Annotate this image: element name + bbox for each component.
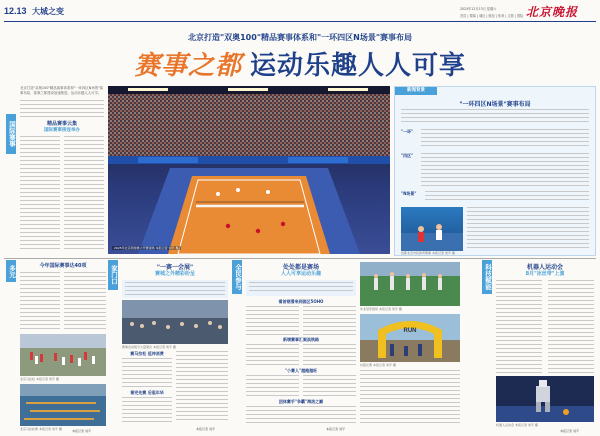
section2-tag-scenes: "N场景" [401,191,417,196]
news-background-label: 新闻背景 [395,87,437,95]
col1-text-b [64,272,106,332]
section1-text-a [20,136,60,252]
section-name: 大城之变 [32,7,64,16]
col2-subhead1: 赛马拉松 延伸消费 [130,351,164,356]
col3-text-g [246,406,356,424]
col2-text-b [122,397,172,423]
col3-text-b [303,306,356,336]
col1-photo1-caption: 北京马拉松 本报记者 刘平 摄 [20,377,59,381]
header-rule [4,21,596,22]
col3-text-f [303,375,356,397]
main-photo-caption: 2025年北京网球赛公开赛现场 本报记者 刘平 摄 [114,246,179,250]
headline-title-part2: 运动乐趣人人可享 [250,51,467,81]
col2-photo [122,300,228,344]
marathon-illustration [20,334,106,376]
stadium-illustration [108,86,390,254]
col3-author: 本报记者 刘平 [326,427,345,431]
col2-subhead2: 看完先赛 后逛年华 [130,390,164,395]
section2-text-scenes [425,191,589,203]
news-background-box [394,86,596,256]
col4-author: 本报记者 刘平 [560,429,579,433]
col4-photo-caption: 机器人运动会 本报记者 刘平 摄 [496,423,538,427]
section2-text-ring [421,129,589,149]
section2-text-districts [421,153,589,189]
section2-text-end [467,207,589,251]
left-vertical-label: 国际赛事 [6,114,16,154]
section1-text-b [64,136,104,252]
section2-title: "一环四区N场景"赛事布局 [459,101,531,108]
lower-row-rule [4,258,596,259]
nav-links[interactable]: 首页 | 要闻 | 城区 | 财经 | 体育 | 文娱 | 国际 [460,14,524,18]
headline-kicker: 北京打造"双奥100"精品赛事体系和"一环四区N场景"赛事布局 [187,33,413,42]
col2-text-c [176,351,228,423]
page-number: 12.13 [4,6,27,16]
col3-text-e [246,375,299,397]
col2-photo-illustration [122,300,228,344]
col4-vertical-label: 科技赋能 [482,260,492,294]
right-photo-illustration [401,207,463,251]
section1-title: 精品赛事云集 [46,121,77,127]
race-arch-sign: RUN [403,328,417,334]
col2-subtitle: 赛城之外精彩纷呈 [154,271,195,277]
col4-subtitle: 8月"冰丝带"上演 [525,271,565,277]
col3-text-d [303,344,356,366]
col3-vertical-label: 全民参与 [232,260,242,294]
col3-subhead1: 看首钢滑来到园区5OHO [278,299,324,304]
main-stadium-photo [108,86,390,254]
col3-text-c [246,344,299,366]
col4-text-a [496,280,542,374]
col3-subhead3: "小赛人"越跑越旺 [284,368,318,373]
col1-text-a [20,272,60,332]
section2-tag-districts: "四区" [401,153,414,158]
col2-text-a [122,358,172,388]
robot-illustration [496,376,594,422]
col3-text-a [246,306,299,336]
col2-intro-text [125,282,225,296]
headline-title-part1: 赛事之都 [133,51,242,81]
section1-subtitle: 国际赛事接连举办 [44,128,80,133]
boats-illustration [20,384,106,426]
col3-intro-text [249,282,353,294]
right-photo [401,207,463,251]
col2-vertical-label: 家门口 [108,260,118,290]
col3-photo-arch [360,314,460,362]
col3-subhead4: 团体赛手"争霸"海洛之巅 [278,399,324,404]
col3-subtitle: 人人可享运动乐趣 [280,271,321,277]
race-arch-illustration [360,314,460,362]
celebration-illustration [360,262,460,306]
col2-title: "一赛一会展" [156,264,194,271]
col3-photo1-caption: 华北冠军现场 本报记者 刘平 摄 [360,307,402,311]
headline-title [60,45,540,82]
col1-vertical-label: 多元 [6,260,16,282]
page-header [0,0,600,22]
col3-intro-box [246,280,356,296]
col4-text-b [548,280,594,374]
col1-title: 今年国际赛事达40项 [39,263,87,269]
masthead-logo: 北京晚报 [526,5,579,19]
col1-photo-marathon [20,334,106,376]
issue-date: 2025年12月13日 星期六 [460,7,497,11]
col3-subhead2: 新增赛事汇聚滨铁路 [283,337,319,342]
col1-photo-boats [20,384,106,426]
col4-title: 机器人运动会 [526,264,563,271]
section2-tag-ring: "一环" [401,129,414,134]
col3-right-text [360,370,460,424]
right-photo-caption: 首都北京市民体育赛事 本报记者 刘平 摄 [401,251,455,255]
col1-photo2-caption: 北京马拉松赛 本报记者 刘平 摄 [20,427,62,431]
col3-title: 处处都是赛场 [282,264,319,271]
section2-text-intro [401,109,589,125]
col1-author: 本报记者 刘平 [72,429,91,433]
intro-text-block [20,100,104,118]
col2-intro-box [122,280,228,298]
col3-photo-celebration [360,262,460,306]
col3-photo2-caption: 村超比赛 本报记者 刘平 摄 [360,363,396,367]
col4-photo-robot [496,376,594,422]
col2-author: 本报记者 刘平 [196,427,215,431]
intro-paragraph: 北京打造"双奥100"精品赛事体系和"一环四区N场景"赛事布局，赛事之都建设加速推进，运动乐趣人人可享。 [20,86,104,95]
col2-photo-caption: 赛事活动吸引大量观众 本报记者 刘平 摄 [122,345,176,349]
